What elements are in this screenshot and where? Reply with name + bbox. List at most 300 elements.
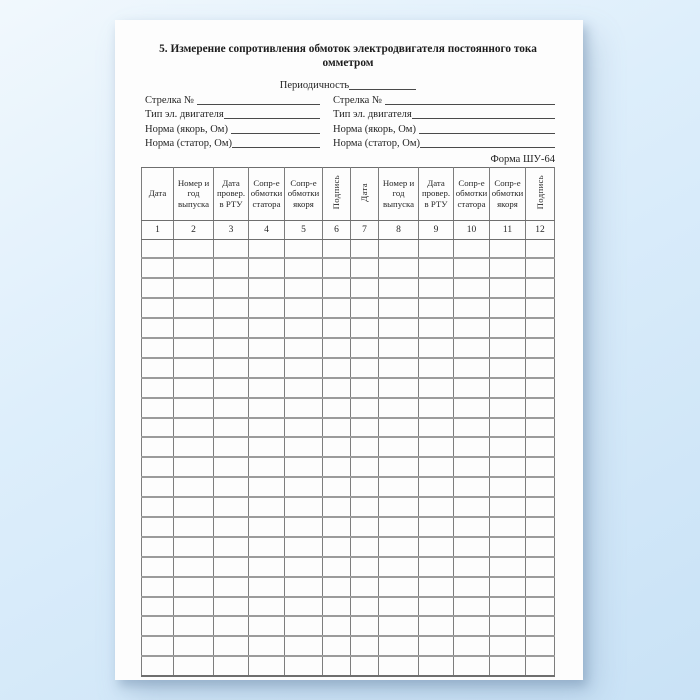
empty-cell <box>285 418 323 438</box>
empty-cell <box>379 537 419 557</box>
empty-cell <box>174 537 214 557</box>
empty-cell <box>526 239 555 258</box>
empty-cell <box>249 239 285 258</box>
empty-cell <box>323 278 351 298</box>
empty-cell <box>526 477 555 497</box>
column-number: 5 <box>285 220 323 239</box>
empty-cell <box>214 318 249 338</box>
empty-cell <box>174 577 214 597</box>
empty-cell <box>174 278 214 298</box>
empty-cell <box>490 278 526 298</box>
empty-cell <box>526 298 555 318</box>
empty-cell <box>142 616 174 636</box>
empty-cell <box>285 378 323 398</box>
empty-cell <box>526 258 555 278</box>
field-label: Норма (якорь, Ом) <box>333 123 416 135</box>
empty-cell <box>174 258 214 278</box>
periodicity-line <box>349 79 416 90</box>
empty-row <box>142 616 555 636</box>
empty-cell <box>249 477 285 497</box>
empty-cell <box>142 298 174 318</box>
field-line <box>197 94 320 105</box>
empty-row <box>142 378 555 398</box>
empty-cell <box>249 358 285 378</box>
empty-cell <box>249 557 285 577</box>
empty-cell <box>285 437 323 457</box>
empty-cell <box>351 577 379 597</box>
empty-cell <box>214 636 249 656</box>
empty-cell <box>351 437 379 457</box>
empty-cell <box>419 278 454 298</box>
empty-cell <box>454 577 490 597</box>
empty-row <box>142 258 555 278</box>
empty-cell <box>285 636 323 656</box>
empty-cell <box>419 577 454 597</box>
field-label: Норма (статор, Ом) <box>333 138 420 150</box>
empty-cell <box>285 597 323 617</box>
empty-cell <box>323 597 351 617</box>
empty-cell <box>526 278 555 298</box>
empty-cell <box>454 656 490 676</box>
empty-cell <box>323 616 351 636</box>
empty-cell <box>249 517 285 537</box>
empty-cell <box>490 437 526 457</box>
empty-cell <box>285 557 323 577</box>
empty-cell <box>249 616 285 636</box>
empty-cell <box>142 318 174 338</box>
empty-cell <box>351 378 379 398</box>
empty-row <box>142 358 555 378</box>
empty-row <box>142 517 555 537</box>
column-number: 6 <box>323 220 351 239</box>
field-line <box>224 108 320 119</box>
empty-cell <box>490 318 526 338</box>
empty-cell <box>454 497 490 517</box>
empty-cell <box>142 258 174 278</box>
empty-cell <box>285 338 323 358</box>
empty-cell <box>490 457 526 477</box>
field-line <box>419 123 555 134</box>
empty-cell <box>323 338 351 358</box>
empty-cell <box>454 557 490 577</box>
column-header: Сопр-е обмотки якоря <box>490 167 526 220</box>
empty-row <box>142 278 555 298</box>
column-number: 8 <box>379 220 419 239</box>
column-header: Дата <box>142 167 174 220</box>
empty-cell <box>214 616 249 636</box>
empty-cell <box>526 418 555 438</box>
column-number: 2 <box>174 220 214 239</box>
empty-cell <box>285 398 323 418</box>
empty-cell <box>323 378 351 398</box>
empty-cell <box>214 358 249 378</box>
empty-cell <box>214 418 249 438</box>
empty-cell <box>454 537 490 557</box>
empty-cell <box>351 398 379 418</box>
empty-cell <box>174 497 214 517</box>
empty-cell <box>142 597 174 617</box>
empty-cell <box>351 358 379 378</box>
empty-cell <box>214 437 249 457</box>
empty-cell <box>490 298 526 318</box>
empty-cell <box>142 398 174 418</box>
empty-cell <box>214 557 249 577</box>
empty-cell <box>323 636 351 656</box>
empty-cell <box>214 239 249 258</box>
empty-cell <box>490 557 526 577</box>
empty-cell <box>174 398 214 418</box>
empty-cell <box>379 437 419 457</box>
empty-cell <box>379 616 419 636</box>
column-header: Сопр-е обмотки якоря <box>285 167 323 220</box>
empty-cell <box>142 636 174 656</box>
empty-cell <box>351 418 379 438</box>
empty-cell <box>419 239 454 258</box>
empty-cell <box>174 597 214 617</box>
empty-cell <box>323 457 351 477</box>
empty-cell <box>490 398 526 418</box>
empty-cell <box>249 597 285 617</box>
empty-cell <box>174 358 214 378</box>
empty-cell <box>526 537 555 557</box>
empty-cell <box>351 477 379 497</box>
empty-cell <box>142 577 174 597</box>
empty-cell <box>490 477 526 497</box>
empty-cell <box>419 597 454 617</box>
empty-cell <box>142 278 174 298</box>
empty-cell <box>174 418 214 438</box>
empty-cell <box>454 437 490 457</box>
empty-cell <box>419 378 454 398</box>
empty-cell <box>142 477 174 497</box>
empty-cell <box>214 477 249 497</box>
empty-cell <box>526 497 555 517</box>
empty-cell <box>142 239 174 258</box>
field-line <box>412 108 555 119</box>
column-number-row <box>142 220 555 239</box>
empty-cell <box>142 378 174 398</box>
empty-cell <box>323 258 351 278</box>
empty-cell <box>323 318 351 338</box>
empty-cell <box>454 378 490 398</box>
column-number: 1 <box>142 220 174 239</box>
empty-cell <box>379 577 419 597</box>
empty-cell <box>379 656 419 676</box>
empty-row <box>142 577 555 597</box>
empty-cell <box>490 616 526 636</box>
empty-cell <box>285 577 323 597</box>
empty-cell <box>323 358 351 378</box>
empty-cell <box>323 477 351 497</box>
empty-cell <box>285 298 323 318</box>
empty-cell <box>249 437 285 457</box>
empty-cell <box>419 457 454 477</box>
empty-cell <box>419 557 454 577</box>
empty-cell <box>214 457 249 477</box>
empty-cell <box>323 437 351 457</box>
empty-cell <box>379 358 419 378</box>
empty-cell <box>379 497 419 517</box>
column-number: 10 <box>454 220 490 239</box>
empty-cell <box>490 378 526 398</box>
empty-row <box>142 477 555 497</box>
empty-cell <box>351 557 379 577</box>
empty-cell <box>323 517 351 537</box>
empty-cell <box>351 517 379 537</box>
empty-cell <box>249 656 285 676</box>
column-header: Подпись <box>526 167 555 220</box>
empty-cell <box>249 497 285 517</box>
empty-cell <box>454 239 490 258</box>
empty-cell <box>174 477 214 497</box>
empty-cell <box>490 537 526 557</box>
empty-cell <box>454 318 490 338</box>
empty-cell <box>285 477 323 497</box>
empty-cell <box>490 497 526 517</box>
empty-cell <box>490 418 526 438</box>
empty-cell <box>454 517 490 537</box>
empty-cell <box>490 239 526 258</box>
empty-cell <box>323 239 351 258</box>
empty-cell <box>174 517 214 537</box>
empty-cell <box>285 258 323 278</box>
empty-cell <box>323 398 351 418</box>
empty-cell <box>379 557 419 577</box>
empty-cell <box>419 318 454 338</box>
empty-cell <box>174 616 214 636</box>
empty-row <box>142 497 555 517</box>
empty-cell <box>323 537 351 557</box>
empty-row <box>142 398 555 418</box>
empty-cell <box>419 358 454 378</box>
empty-cell <box>351 298 379 318</box>
field-line <box>385 94 555 105</box>
empty-cell <box>454 338 490 358</box>
empty-cell <box>419 537 454 557</box>
empty-cell <box>142 358 174 378</box>
empty-cell <box>419 497 454 517</box>
empty-cell <box>142 557 174 577</box>
empty-cell <box>323 557 351 577</box>
field-line <box>420 137 555 148</box>
column-header: Номер и год выпуска <box>174 167 214 220</box>
empty-cell <box>323 418 351 438</box>
empty-cell <box>379 517 419 537</box>
column-header: Дата провер. в РТУ <box>419 167 454 220</box>
empty-cell <box>379 418 419 438</box>
empty-cell <box>454 258 490 278</box>
empty-cell <box>454 457 490 477</box>
empty-cell <box>490 338 526 358</box>
empty-cell <box>379 318 419 338</box>
empty-cell <box>454 278 490 298</box>
empty-cell <box>454 398 490 418</box>
empty-cell <box>351 338 379 358</box>
empty-cell <box>174 457 214 477</box>
empty-row <box>142 457 555 477</box>
empty-cell <box>174 437 214 457</box>
column-header: Сопр-е обмотки статора <box>249 167 285 220</box>
empty-cell <box>351 636 379 656</box>
field-label: Стрелка № <box>145 95 194 106</box>
empty-cell <box>419 437 454 457</box>
empty-cell <box>142 457 174 477</box>
column-header: Подпись <box>323 167 351 220</box>
empty-cell <box>526 517 555 537</box>
empty-cell <box>379 378 419 398</box>
column-header: Дата провер. в РТУ <box>214 167 249 220</box>
empty-cell <box>214 258 249 278</box>
empty-cell <box>174 636 214 656</box>
column-number: 3 <box>214 220 249 239</box>
empty-cell <box>285 278 323 298</box>
empty-cell <box>490 636 526 656</box>
empty-cell <box>142 656 174 676</box>
empty-cell <box>379 278 419 298</box>
empty-cell <box>526 437 555 457</box>
column-header: Номер и год выпуска <box>379 167 419 220</box>
empty-cell <box>285 239 323 258</box>
empty-cell <box>214 597 249 617</box>
empty-cell <box>285 457 323 477</box>
column-number: 12 <box>526 220 555 239</box>
empty-cell <box>454 636 490 656</box>
empty-cell <box>351 258 379 278</box>
document-page <box>115 20 583 680</box>
empty-cell <box>351 497 379 517</box>
field-row <box>145 94 555 108</box>
empty-cell <box>142 338 174 358</box>
empty-cell <box>526 597 555 617</box>
column-number: 11 <box>490 220 526 239</box>
empty-row <box>142 239 555 258</box>
empty-cell <box>526 338 555 358</box>
empty-cell <box>351 457 379 477</box>
form-code-label: Форма ШУ-64 <box>490 153 555 165</box>
empty-cell <box>454 298 490 318</box>
empty-cell <box>285 656 323 676</box>
empty-cell <box>490 258 526 278</box>
field-label: Норма (якорь, Ом) <box>145 123 228 135</box>
empty-cell <box>285 497 323 517</box>
empty-cell <box>323 298 351 318</box>
empty-cell <box>379 457 419 477</box>
empty-cell <box>174 656 214 676</box>
column-number: 7 <box>351 220 379 239</box>
empty-cell <box>142 418 174 438</box>
empty-cell <box>174 557 214 577</box>
field-label: Стрелка № <box>333 95 382 106</box>
empty-cell <box>249 378 285 398</box>
empty-row <box>142 557 555 577</box>
empty-cell <box>526 557 555 577</box>
empty-cell <box>323 577 351 597</box>
empty-row <box>142 537 555 557</box>
empty-cell <box>490 358 526 378</box>
empty-cell <box>526 616 555 636</box>
empty-cell <box>379 477 419 497</box>
empty-cell <box>214 537 249 557</box>
empty-cell <box>249 258 285 278</box>
measurement-table <box>141 167 555 678</box>
empty-cell <box>419 298 454 318</box>
empty-cell <box>419 418 454 438</box>
periodicity-row <box>141 79 555 94</box>
empty-cell <box>174 318 214 338</box>
empty-cell <box>454 358 490 378</box>
empty-cell <box>490 517 526 537</box>
empty-cell <box>379 298 419 318</box>
empty-cell <box>249 338 285 358</box>
empty-cell <box>490 656 526 676</box>
empty-cell <box>419 656 454 676</box>
empty-row <box>142 318 555 338</box>
field-row <box>145 123 555 137</box>
empty-cell <box>285 537 323 557</box>
empty-cell <box>249 278 285 298</box>
empty-cell <box>214 338 249 358</box>
empty-cell <box>249 318 285 338</box>
empty-cell <box>419 636 454 656</box>
empty-cell <box>419 338 454 358</box>
table-header-row <box>142 167 555 220</box>
empty-cell <box>214 378 249 398</box>
table-body <box>142 239 555 676</box>
empty-cell <box>351 616 379 636</box>
empty-cell <box>249 457 285 477</box>
empty-cell <box>454 597 490 617</box>
empty-cell <box>174 298 214 318</box>
empty-cell <box>351 239 379 258</box>
empty-cell <box>285 318 323 338</box>
empty-cell <box>379 338 419 358</box>
empty-cell <box>249 537 285 557</box>
field-row <box>145 137 555 151</box>
empty-cell <box>454 418 490 438</box>
empty-cell <box>351 597 379 617</box>
empty-cell <box>526 378 555 398</box>
empty-row <box>142 656 555 676</box>
empty-cell <box>379 239 419 258</box>
empty-cell <box>249 298 285 318</box>
empty-cell <box>379 597 419 617</box>
empty-cell <box>214 656 249 676</box>
empty-cell <box>490 577 526 597</box>
empty-cell <box>419 616 454 636</box>
empty-cell <box>454 477 490 497</box>
empty-cell <box>351 656 379 676</box>
empty-cell <box>526 656 555 676</box>
empty-cell <box>214 517 249 537</box>
empty-cell <box>419 258 454 278</box>
empty-cell <box>214 278 249 298</box>
empty-cell <box>526 577 555 597</box>
empty-cell <box>214 497 249 517</box>
empty-cell <box>249 398 285 418</box>
empty-cell <box>285 517 323 537</box>
empty-cell <box>526 358 555 378</box>
header-fields <box>145 94 555 152</box>
empty-cell <box>419 477 454 497</box>
empty-row <box>142 298 555 318</box>
empty-cell <box>454 616 490 636</box>
empty-cell <box>526 318 555 338</box>
empty-cell <box>379 636 419 656</box>
empty-cell <box>419 398 454 418</box>
empty-cell <box>526 636 555 656</box>
empty-cell <box>214 577 249 597</box>
empty-cell <box>351 278 379 298</box>
